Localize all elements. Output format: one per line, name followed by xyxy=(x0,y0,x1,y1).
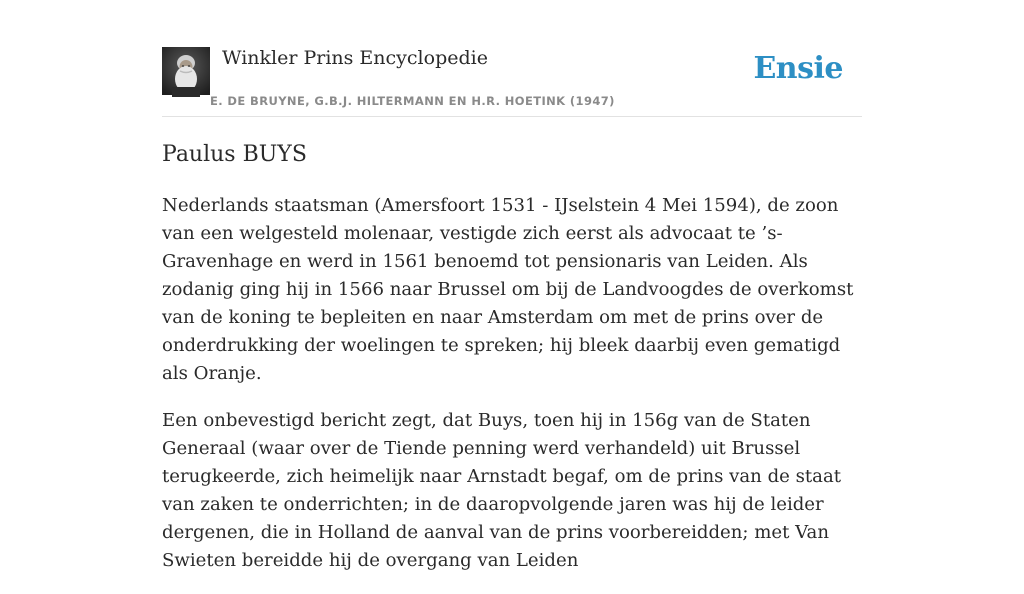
page xyxy=(162,0,862,571)
bearded-man-portrait-icon xyxy=(162,47,210,95)
article-paragraph: Een onbevestigd bericht zegt, dat Buys, toen hij in 156g van de Staten Generaal (waar over de Tiende penning werd verhandeld) uit Brussel terugkeerde, zich heimelijk naar Arnstadt begaf, om de prins van de staat van zaken te onderrichten; in de daaropvolgende jaren was hij de leider dergenen, die in Holland de aanval van de prins voorbereidden; met Van Swieten bereidde hij de overgang van Leiden xyxy=(162,410,842,571)
article-title: Paulus BUYS xyxy=(162,142,307,167)
source-title[interactable]: Winkler Prins Encyclopedie xyxy=(222,47,488,69)
article-paragraph: Nederlands staatsman (Amersfoort 1531 - IJselstein 4 Mei 1594), de zoon van een welgesteld molenaar, vestigde zich eerst als advocaat te ’s-Gravenhage en werd in 1561 benoemd tot pensionaris van Leiden. Als zodanig ging hij in 1566 naar Brussel om bij de Landvoogdes de overkomst van de koning te bepleiten en naar Amsterdam om met de prins over de onderdrukking der woelingen te spreken; hij bleek daarbij even gematigd als Oranje. xyxy=(162,195,854,384)
article-body xyxy=(162,192,862,594)
author-avatar[interactable] xyxy=(162,47,210,95)
source-header xyxy=(162,0,862,117)
ensie-logo[interactable]: Ensie xyxy=(753,51,843,86)
source-authors: E. DE BRUYNE, G.B.J. HILTERMANN EN H.R. HOETINK (1947) xyxy=(210,94,615,108)
